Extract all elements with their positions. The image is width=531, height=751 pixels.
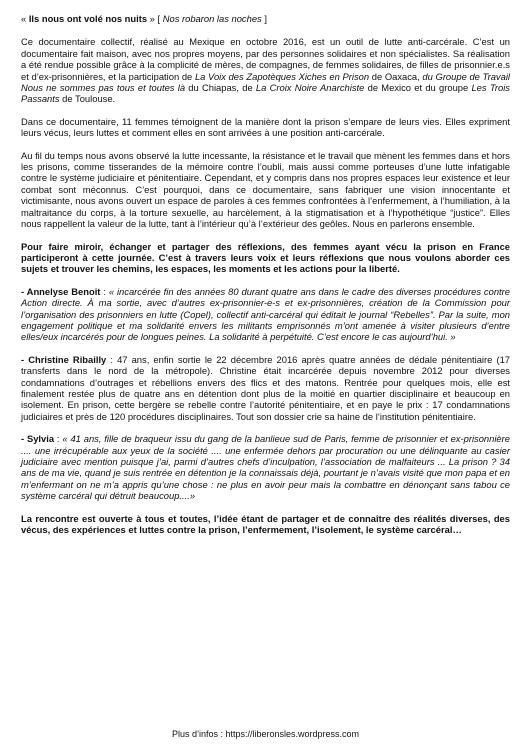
closing-paragraph: La rencontre est ouverte à tous et toutes, l’idée étant de partager et de connaître des réalités diverses, des vécus, des expériences et luttes contre la prison, l’enfermement, l’isolement, le système carcéral…: [21, 512, 510, 536]
intro-text-4: de Mexico et du groupe: [364, 82, 472, 94]
speaker-christine: [21, 354, 510, 422]
title-open-quote: «: [21, 13, 29, 24]
speaker-name: - Annelyse Benoit: [21, 285, 101, 297]
title-spanish: Nos robaron las noches: [162, 13, 262, 24]
speaker-separator: :: [100, 285, 109, 297]
intro-text-3: du Chiapas, de: [185, 82, 256, 94]
speaker-quote: « 41 ans, fille de braqueur issu du gang de la banlieue sud de Paris, femme de prisonnier et ex-prisonnière .... une irrécupérable aux yeux de la société .... une enfermée dehors par procuration ou une délinquante au casier judiciaire avec mention puisque j’ai, parmi d’autres chefs d’inculpation, l’association de malfaiteurs ... La prison ? 34 ans de ma vie, quand je suis rentrée en détention je la connaissais déjà, pourtant je n’avais visité que mon papa et en m’enfermant on ne m’a appris qu’une chose : ne plus en avoir peur mais la combattre en dénonçant sans tabou ce système carcéral qui détruit beaucoup....»: [21, 433, 510, 502]
intro-text-2: de Oaxaca,: [369, 70, 423, 82]
flyer-text: [21, 13, 510, 546]
intro-paragraph: [21, 36, 510, 104]
intro-italic-4: Les Trois Passants: [21, 82, 510, 105]
speaker-name: - Sylvia: [21, 433, 55, 445]
title-close-quote: » [: [147, 13, 163, 24]
speaker-separator: :: [54, 433, 63, 445]
title-end: ]: [261, 13, 267, 24]
footer-info-link[interactable]: Plus d’infos : https://liberonsles.wordpress.com: [171, 729, 360, 739]
title-main: Ils nous ont volé nos nuits: [28, 13, 148, 24]
speaker-text: : 47 ans, enfin sortie le 22 décembre 2016 après quatre années de dédale pénitentiaire (17 transferts dans le nord de la métropole). Christine était incarcérée depuis novembre 2012 pour diverses condamnations d’outrages et rébellions envers des flics et des matons. Rentrée pour quelques mois, elle est finalement restée plus de quatre ans en détention dont plus de la moitié en quartier disciplinaire et beaucoup en isolement. En prison, cette bergère se rebelle contre l’autorité pénitentiaire, et en paye le prix : 17 condamnations judiciaires et près de 120 procédures disciplinaires. Tout son dossier crie sa haine de l’institution pénitentiaire.: [21, 353, 510, 422]
speaker-name: - Christine Ribailly: [21, 353, 107, 365]
mirror-paragraph: Pour faire miroir, échanger et partager des réflexions, des femmes ayant vécu la prison en France participeront à cette journée. C’est à travers leurs voix et leurs réflexions que nous voulons aborder ces sujets et trouver les chemins, les espaces, les moments et les actions pour la liberté.: [21, 240, 510, 275]
intro-italic-3: La Croix Noire Anarchiste: [255, 82, 365, 94]
speaker-quote: « incarcérée fin des années 80 durant quatre ans dans le cadre des diverses procédures contre Action directe. À ma sortie, avec d’autres ex-prisonnier-e-s et ex-prisonnières, création de la Commission pour l’organisation des prisonniers en lutte (Copel), collectif anti-carcéral qui éditait le journal “Rebelles”. Par la suite, mon engagement politique et ma solidarité envers les militants emprisonnés m’ont amenée à visiter plusieurs d’entre elles/eux incarcérés pour de longues peines. La solidarité à perpétuité. C’est encore le cas aujourd’hui. »: [21, 285, 510, 343]
intro-italic-2: du Groupe de Travail Nous ne sommes pas tous et toutes là: [21, 70, 510, 94]
speaker-annelyse: [21, 286, 510, 343]
intro-italic-1: La Voix des Zapotèques Xiches en Prison: [194, 70, 370, 82]
page-title: [21, 13, 510, 24]
intro-text-5: de Toulouse.: [59, 93, 116, 105]
speaker-sylvia: [21, 433, 510, 501]
struggle-paragraph: Au fil du temps nous avons observé la lutte incessante, la résistance et le travail que mènent les femmes dans et hors les prisons, comme tisserandes de la mémoire contre l’oubli, mais aussi comme porteuses d’une lutte infatigable contre le système judiciaire et pénitentiaire. Cependant, et y compris dans nos propres espaces leur existence et leur combat sont méconnus. C’est pourquoi, dans ce documentaire, sans fabriquer une vision innocentante et victimisante, nous avons ouvert un espace de paroles à ces femmes confrontées à l’enfermement, à l’humiliation, à la maltraitance du corps, à la torture sexuelle, au harcèlement, à la stigmatisation et à l’hypothétique “justice”. Elles nous rappellent la valeur de la lutte, tant à l’intérieur qu’à l’extérieur des geôles. Nous en parlerons ensemble.: [21, 149, 510, 230]
testimony-paragraph: Dans ce documentaire, 11 femmes témoignent de la manière dont la prison s’empare de leurs vies. Elles expriment leurs vécus, leurs luttes et comment elles en sont arrivées à une position anti-carcérale.: [21, 115, 510, 139]
intro-text-1: Ce documentaire collectif, réalisé au Mexique en octobre 2016, est un outil de lutte anti-carcérale. C’est un documentaire fait maison, avec nos propres moyens, par des personnes solidaires et non spécialistes. Sa réalisation a été rendue possible grâce à la complicité de mères, de compagnes, de femmes solidaires, de filles de prisonnier.e.s et d’ex-prisonnières, et la participation de: [21, 36, 510, 82]
